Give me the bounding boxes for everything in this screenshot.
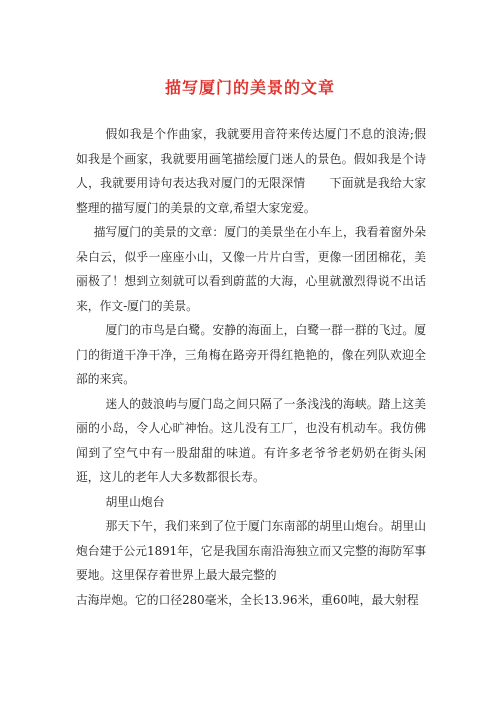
document-body bbox=[76, 122, 426, 612]
document-title: 描写厦门的美景的文章 bbox=[164, 78, 335, 97]
paragraph-intro: 假如我是个作曲家，我就要用音符来传达厦门不息的浪涛;假如我是个画家，我就要用画笔描绘厦门迷人的景色。假如我是个诗人，我就要用诗句表达我对厦门的无限深情 下面就是我给大家整理的描写厦门的美景的文章,希望大家宠爱。 bbox=[76, 127, 426, 215]
paragraph-egret-streets: 厦门的市鸟是白鹭。安静的海面上，白鹭一群一群的飞过。厦门的街道干净干净，三角梅在路旁开得红艳艳的，像在列队欢迎全部的来宾。 bbox=[76, 323, 426, 386]
section-heading-hulishan: 胡里山炮台 bbox=[105, 494, 165, 509]
paragraph-cannon: 古海岸炮。它的口径280毫米，全长13.96米，重60吨，最大射程 bbox=[76, 592, 419, 607]
paragraph-gulangyu: 迷人的鼓浪屿与厦门岛之间只隔了一条浅浅的海峡。踏上这美丽的小岛，令人心旷神怡。这儿没有工厂，也没有机动车。我仿佛闻到了空气中有一股甜甜的味道。有许多老爷爷老奶奶在街头闲逛，这儿的老年人大多数都很长寿。 bbox=[76, 396, 426, 484]
paragraph-view-from-car: 描写厦门的美景的文章：厦门的美景坐在小车上，我看着窗外朵朵白云，似乎一座座小山，又像一片片白雪，更像一团团棉花，美丽极了！想到立刻就可以看到蔚蓝的大海，心里就激烈得说不出话来，作文-厦门的美景。 bbox=[76, 225, 426, 313]
paragraph-hulishan: 那天下午，我们来到了位于厦门东南部的胡里山炮台。胡里山炮台建于公元1891年，它是我国东南沿海独立而又完整的海防军事要地。这里保存着世界上最大最完整的 bbox=[76, 519, 426, 582]
